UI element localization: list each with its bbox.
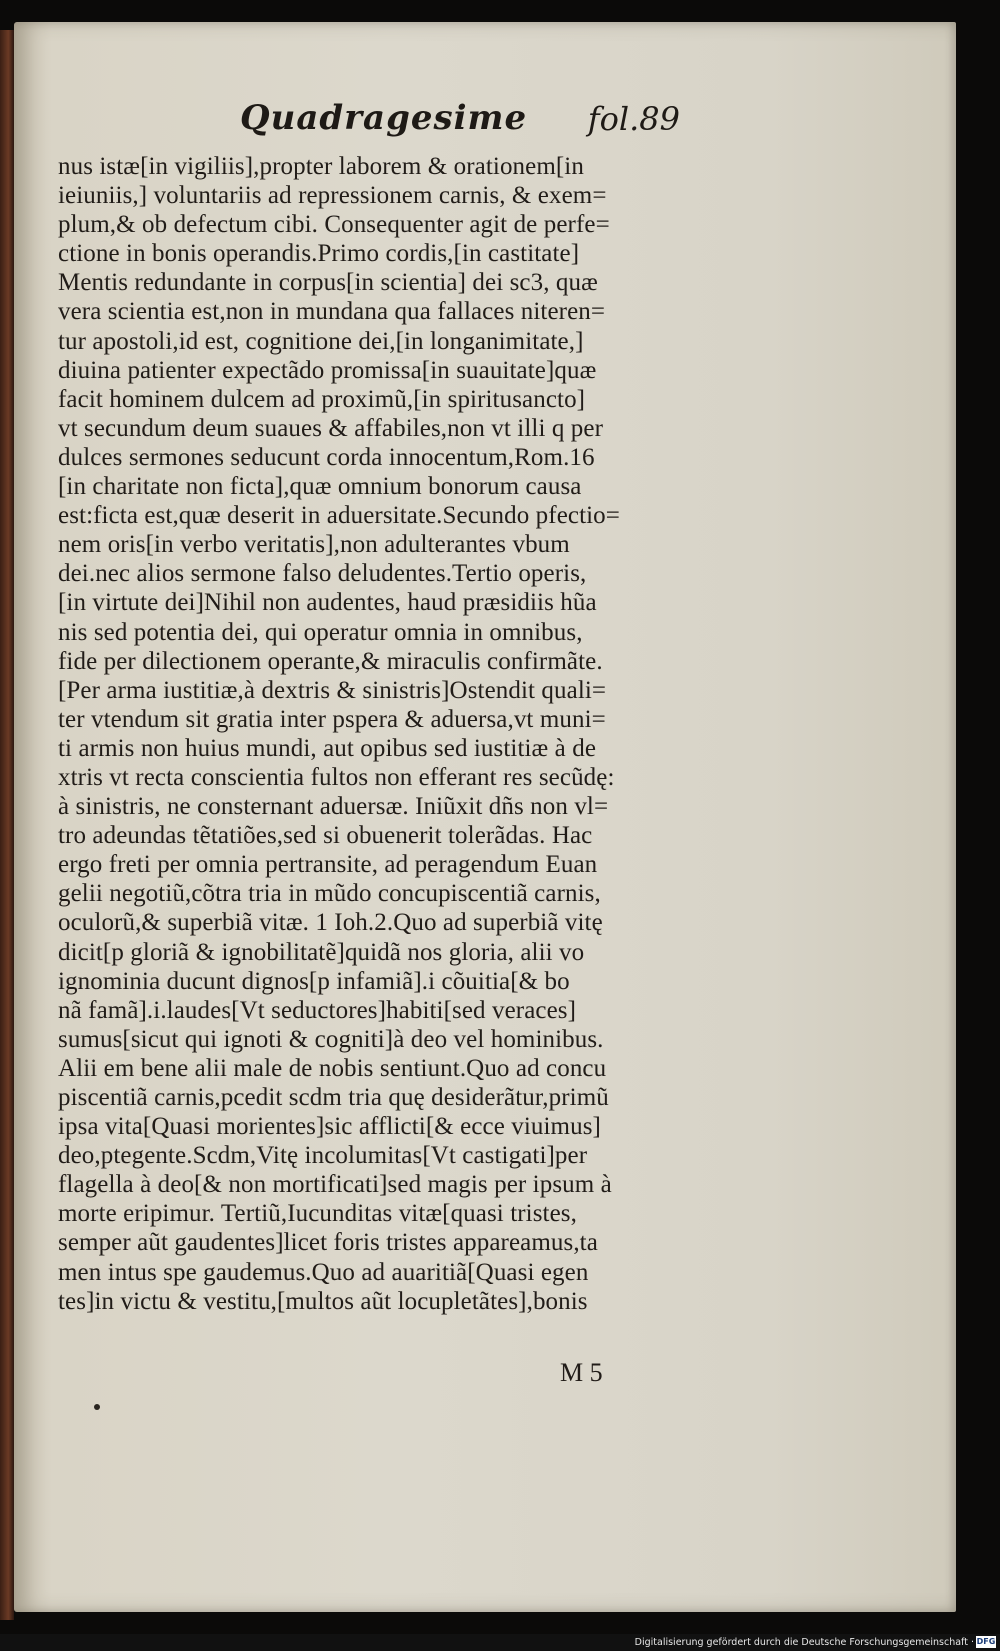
text-line: piscentiã carnis,pcedit scdm tria quę desiderãtur,primũ (58, 1084, 609, 1111)
text-line: dicit[p gloriã & ignobilitatẽ]quidã nos gloria, alii vo (58, 938, 585, 966)
running-head-title: Quadragesime (240, 98, 528, 138)
text-line: facit hominem dulcem ad proximũ,[in spiritusancto] (58, 385, 586, 413)
text-line: ti armis non huius mundi, aut opibus sed iustitiæ à de (58, 734, 597, 762)
body-text (58, 152, 738, 1316)
text-line: fide per dilectionem operante,& miraculis confirmãte. (58, 647, 603, 675)
text-line: nus istæ[in vigiliis],propter laborem & orationem[in (58, 153, 584, 180)
text-line: semper aũt gaudentes]licet foris tristes appareamus,ta (58, 1229, 598, 1257)
text-line: vera scientia est,non in mundana qua fallaces niteren= (58, 298, 606, 326)
text-line: morte eripimur. Tertiũ,Iucunditas vitæ[quasi tristes, (58, 1200, 577, 1228)
text-line: nem oris[in verbo veritatis],non adulterantes vbum (58, 531, 570, 559)
text-line: vt secundum deum suaues & affabiles,non vt illi q per (58, 414, 604, 442)
text-line: ignominia ducunt dignos[p infamiã].i cõuitia[& bo (58, 967, 570, 995)
ink-dot (94, 1404, 100, 1410)
text-line: dei.nec alios sermone falso deludentes.Tertio operis, (58, 560, 587, 588)
signature-mark: M 5 (560, 1358, 603, 1387)
text-line: Alii em bene alii male de nobis sentiunt.Quo ad concu (58, 1054, 607, 1082)
digitization-credit: Digitalisierung gefördert durch die Deutsche Forschungsgemeinschaft · (634, 1637, 974, 1648)
text-line: à sinistris, ne consternant aduersæ. Iniũxit dñs non vl= (58, 793, 609, 821)
text-line: ipsa vita[Quasi morientes]sic afflicti[& ecce viuimus] (58, 1113, 601, 1141)
text-line: Mentis redundante in corpus[in scientia] dei sc3, quæ (58, 269, 598, 297)
text-line: [in charitate non ficta],quæ omnium bonorum causa (58, 473, 582, 501)
text-line: tur apostoli,id est, cognitione dei,[in longanimitate,] (58, 327, 584, 355)
running-head (240, 98, 680, 144)
text-line: ctione in bonis operandis.Primo cordis,[in castitate] (58, 240, 580, 268)
text-line: tes]in victu & vestitu,[multos aũt locupletãtes],bonis (58, 1287, 588, 1315)
text-line: diuina patienter expectãdo promissa[in suauitate]quæ (58, 356, 597, 384)
text-line: [in virtute dei]Nihil non audentes, haud præsidiis hũa (58, 589, 597, 617)
book-spine (0, 30, 14, 1620)
text-line: gelii negotiũ,cõtra tria in mũdo concupiscentiã carnis, (58, 880, 601, 908)
text-line: oculorũ,& superbiã vitæ. 1 Ioh.2.Quo ad superbiã vitę (58, 909, 603, 937)
text-line: sumus[sicut qui ignoti & cogniti]à deo vel hominibus. (58, 1025, 604, 1053)
text-line: ergo freti per omnia pertransite, ad peragendum Euan (58, 851, 598, 879)
text-line: plum,& ob defectum cibi. Consequenter agit de perfe= (58, 211, 610, 239)
text-line: nis sed potentia dei, qui operatur omnia in omnibus, (58, 618, 583, 646)
text-line: [Per arma iustitiæ,à dextris & sinistris]Ostendit quali= (58, 676, 607, 704)
text-line: tro adeundas tẽtatiões,sed si obuenerit tolerãdas. Hac (58, 822, 593, 850)
text-line: ter vtendum sit gratia inter pspera & aduersa,vt muni= (58, 705, 606, 733)
text-line: nã famã].i.laudes[Vt seductores]habiti[sed veraces] (58, 996, 577, 1024)
text-line: flagella à deo[& non mortificati]sed magis per ipsum à (58, 1171, 612, 1199)
text-line: xtris vt recta conscientia fultos non efferant res secũdę: (58, 763, 615, 791)
text-line: dulces sermones seducunt corda innocentum,Rom.16 (58, 443, 595, 471)
text-line: est:ficta est,quæ deserit in aduersitate.Secundo pfectio= (58, 502, 620, 530)
folio-number: fol.89 (587, 100, 680, 138)
text-line: deo,ptegente.Scdm,Vitę incolumitas[Vt castigati]per (58, 1142, 588, 1170)
dfg-logo: DFG (976, 1637, 996, 1646)
text-line: men intus spe gaudemus.Quo ad auaritiã[Quasi egen (58, 1258, 589, 1286)
text-line: ieiuniis,] voluntariis ad repressionem carnis, & exem= (58, 182, 607, 210)
